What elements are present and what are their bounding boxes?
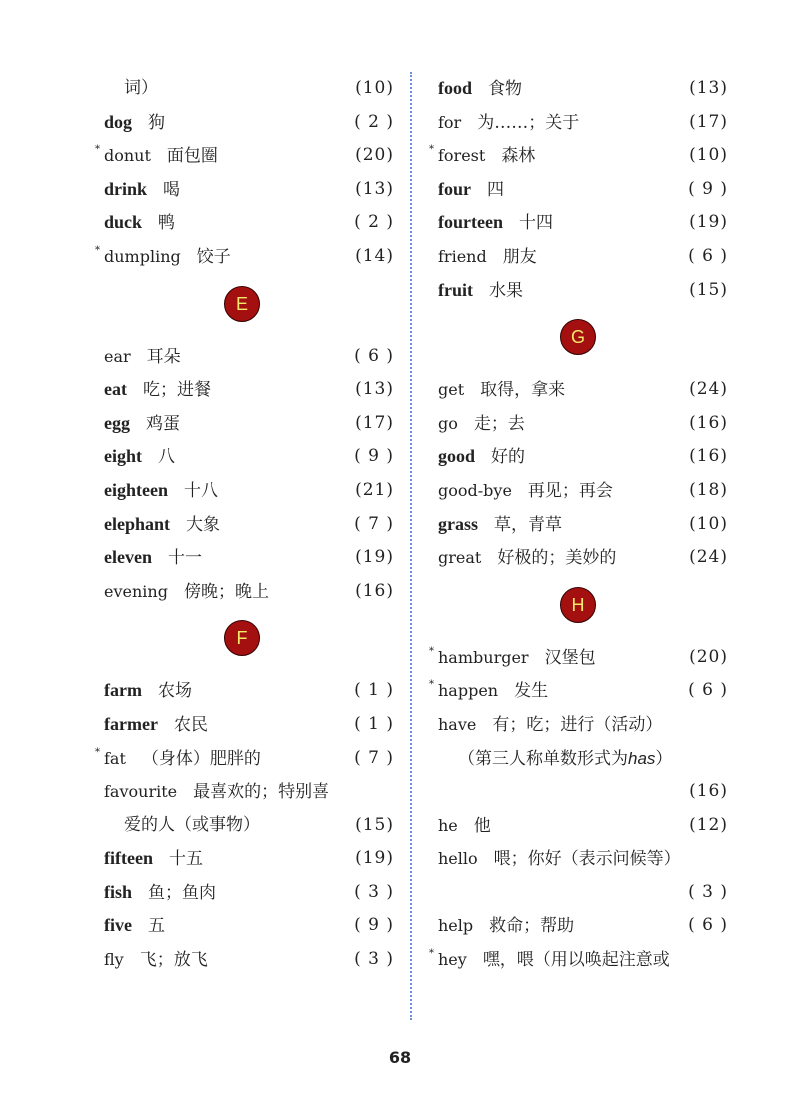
entry-farm xyxy=(104,674,394,708)
entry-english: eleven xyxy=(104,547,152,568)
entry-english: duck xyxy=(104,212,143,233)
entry-english: drink xyxy=(104,178,148,199)
entry-chinese: 十八 xyxy=(183,480,218,501)
entry-chinese: 朋友 xyxy=(502,246,537,267)
column-divider xyxy=(410,72,412,1020)
entry-fly xyxy=(104,943,394,977)
entry-page: ( 6 ) xyxy=(688,245,728,266)
star-mark: * xyxy=(95,244,100,256)
entry-chinese: 救命；帮助 xyxy=(489,916,575,937)
entry-chinese: 取得，拿来 xyxy=(480,380,566,401)
entry-page: ( 2 ) xyxy=(354,212,394,233)
entry-favourite-continued xyxy=(104,809,394,843)
entry-english: fly xyxy=(104,950,124,970)
entry-page: (20) xyxy=(355,145,394,166)
entry-chinese: 他 xyxy=(473,815,491,836)
entry-page: (10) xyxy=(689,145,728,166)
entry-elephant xyxy=(104,508,394,542)
entry-page: (13) xyxy=(355,178,394,199)
entry-english: dumpling xyxy=(104,246,181,266)
entry-eat xyxy=(104,373,394,407)
entry-page: ( 3 ) xyxy=(354,881,394,902)
entry-page: ( 7 ) xyxy=(354,747,394,768)
entry-chinese: 耳朵 xyxy=(146,346,181,367)
entry-english: happen xyxy=(438,681,499,701)
entry-english: friend xyxy=(438,246,487,266)
entry-chinese: 有；吃；进行（活动） xyxy=(492,714,663,735)
entry-page: ( 9 ) xyxy=(354,915,394,936)
entry-english: donut xyxy=(104,146,151,166)
entry-page: ( 2 ) xyxy=(354,111,394,132)
entry-fourteen xyxy=(438,206,728,240)
entry-for xyxy=(438,106,728,140)
entry-page: (14) xyxy=(355,245,394,266)
entry-page: (24) xyxy=(689,379,728,400)
entry-english: fourteen xyxy=(438,212,503,233)
entry-english: help xyxy=(438,916,474,936)
entry-page: (13) xyxy=(355,379,394,400)
entry-four xyxy=(438,173,728,207)
entry-chinese: 农民 xyxy=(173,714,208,735)
entry-page: (16) xyxy=(689,446,728,467)
entry-fifteen xyxy=(104,842,394,876)
entry-page: (19) xyxy=(355,547,394,568)
entry-chinese: 好的 xyxy=(491,447,526,468)
section-e-header xyxy=(104,274,394,340)
entry-english: grass xyxy=(438,513,478,534)
star-mark: * xyxy=(95,144,100,156)
entry-chinese: 傍晚；晚上 xyxy=(183,581,269,602)
entry-favourite xyxy=(104,775,394,809)
entry-page: ( 6 ) xyxy=(354,345,394,366)
entry-english: forest xyxy=(438,146,486,166)
star-mark: * xyxy=(429,948,434,960)
entry-chinese: 鸡蛋 xyxy=(146,413,180,434)
entry-chinese: 喝 xyxy=(163,179,181,200)
entry-chinese: （第三人称单数形式为 xyxy=(458,748,628,769)
entry-chinese: 发生 xyxy=(514,681,549,702)
entry-english: elephant xyxy=(104,513,171,534)
entry-ear xyxy=(104,340,394,374)
entry-english: for xyxy=(438,112,462,132)
star-mark: * xyxy=(95,746,100,758)
letter-badge-f: F xyxy=(224,620,260,656)
entry-english: egg xyxy=(104,412,130,433)
entry-english: great xyxy=(438,548,482,568)
entry-english: eighteen xyxy=(104,479,168,500)
entry-have-page xyxy=(438,775,728,809)
entry-english: get xyxy=(438,380,465,400)
entry-chinese: 农场 xyxy=(157,681,192,702)
entry-grass xyxy=(438,508,728,542)
entry-english: hey xyxy=(438,950,467,970)
entry-page: (13) xyxy=(689,78,728,98)
entry-english: five xyxy=(104,915,132,936)
entry-he xyxy=(438,809,728,843)
star-mark: * xyxy=(429,679,434,691)
entry-page: ( 7 ) xyxy=(354,513,394,534)
entry-evening xyxy=(104,575,394,609)
entry-page: ( 6 ) xyxy=(688,680,728,701)
entry-english: hamburger xyxy=(438,647,529,667)
entry-chinese-end: ） xyxy=(655,748,673,769)
letter-badge-h: H xyxy=(560,587,596,623)
entry-english: farmer xyxy=(104,713,158,734)
entry-chinese: 草，青草 xyxy=(494,514,562,535)
entry-chinese: 五 xyxy=(147,916,165,937)
entry-friend xyxy=(438,240,728,274)
entry-dog xyxy=(104,106,394,140)
entry-go xyxy=(438,407,728,441)
entry-get xyxy=(438,373,728,407)
entry-english: food xyxy=(438,78,473,98)
entry-chinese: 走；去 xyxy=(473,413,525,434)
entry-chinese: 十五 xyxy=(168,849,203,870)
entry-chinese: 爱的人（或事物） xyxy=(124,814,260,835)
entry-fat xyxy=(95,742,394,776)
right-column xyxy=(429,72,728,977)
entry-drink xyxy=(104,173,394,207)
entry-english: fish xyxy=(104,881,133,902)
star-mark: * xyxy=(429,144,434,156)
entry-chinese: 为……；关于 xyxy=(477,112,580,133)
entry-chinese: 十一 xyxy=(167,548,202,569)
entry-chinese: 好极的；美妙的 xyxy=(497,548,617,569)
entry-page: (17) xyxy=(689,111,728,132)
entry-chinese: 喂；你好（表示问候等） xyxy=(493,849,681,870)
section-g-header xyxy=(438,307,728,373)
entry-chinese: 吃；进餐 xyxy=(142,380,211,401)
entry-egg xyxy=(104,407,394,441)
entry-chinese: 森林 xyxy=(501,146,536,167)
entry-chinese: 鱼；鱼肉 xyxy=(148,882,217,903)
entry-page: (17) xyxy=(355,412,394,433)
entry-eighteen xyxy=(104,474,394,508)
letter-badge-g: G xyxy=(560,319,596,355)
entry-page: (15) xyxy=(689,279,728,300)
entry-english: eight xyxy=(104,446,142,467)
entry-farmer xyxy=(104,708,394,742)
entry-donut xyxy=(95,139,394,173)
entry-english: fat xyxy=(104,748,126,768)
entry-hello xyxy=(438,842,728,876)
entry-page: ( 1 ) xyxy=(354,713,394,734)
entry-chinese: 十四 xyxy=(518,213,553,234)
entry-english: favourite xyxy=(104,782,178,802)
entry-chinese: 汉堡包 xyxy=(544,647,596,668)
entry-chinese: 水果 xyxy=(489,280,523,301)
entry-chinese: 四 xyxy=(487,179,504,200)
entry-chinese: 再见；再会 xyxy=(527,480,613,501)
entry-happen xyxy=(429,674,728,708)
entry-page: ( 3 ) xyxy=(688,881,728,902)
entry-chinese: 狗 xyxy=(148,112,166,133)
entry-duck xyxy=(104,206,394,240)
entry-english: have xyxy=(438,714,477,734)
entry-page: (12) xyxy=(689,814,728,835)
entry-page: (18) xyxy=(689,479,728,500)
entry-good-bye xyxy=(438,474,728,508)
entry-chinese: 词） xyxy=(124,78,158,98)
entry-continuation xyxy=(104,72,394,106)
entry-page: (19) xyxy=(689,212,728,233)
entry-page: (16) xyxy=(689,781,728,802)
entry-eleven xyxy=(104,541,394,575)
entry-have-continued xyxy=(438,742,728,776)
entry-forest xyxy=(429,139,728,173)
page-number: 68 xyxy=(388,1048,412,1067)
entry-have xyxy=(438,708,728,742)
entry-english: ear xyxy=(104,346,131,366)
entry-english: fifteen xyxy=(104,848,153,869)
entry-five xyxy=(104,909,394,943)
entry-chinese: 飞；放飞 xyxy=(139,950,208,971)
entry-fruit xyxy=(438,274,728,308)
entry-eight xyxy=(104,440,394,474)
entry-page: (10) xyxy=(689,513,728,534)
entry-page: ( 6 ) xyxy=(688,915,728,936)
entry-page: ( 9 ) xyxy=(354,446,394,467)
entry-english: go xyxy=(438,413,458,433)
entry-page: ( 1 ) xyxy=(354,680,394,701)
entry-page: (20) xyxy=(689,646,728,667)
entry-dumpling xyxy=(95,240,394,274)
entry-page: (10) xyxy=(355,78,394,98)
entry-page: (16) xyxy=(355,580,394,601)
entry-english: hello xyxy=(438,849,478,869)
entry-page: (16) xyxy=(689,412,728,433)
entry-hello-page xyxy=(438,876,728,910)
entry-good xyxy=(438,440,728,474)
entry-chinese: 嘿，喂（用以唤起注意或 xyxy=(482,950,670,971)
entry-english: dog xyxy=(104,111,133,132)
star-mark: * xyxy=(429,645,434,657)
entry-page: (19) xyxy=(355,848,394,869)
entry-chinese: 鸭 xyxy=(158,213,176,234)
left-column xyxy=(95,72,394,977)
section-f-header xyxy=(104,608,394,674)
entry-chinese: 食物 xyxy=(488,79,523,99)
entry-english: eat xyxy=(104,379,127,400)
entry-great xyxy=(438,541,728,575)
entry-help xyxy=(438,909,728,943)
entry-english: good xyxy=(438,446,476,467)
entry-chinese: 面包圈 xyxy=(166,146,218,167)
entry-english: good-bye xyxy=(438,480,512,500)
entry-chinese: 八 xyxy=(158,447,175,468)
entry-chinese: 大象 xyxy=(186,514,221,535)
entry-page: ( 9 ) xyxy=(688,178,728,199)
entry-chinese: 饺子 xyxy=(196,246,231,267)
entry-italic-word: has xyxy=(628,748,656,768)
entry-page: ( 3 ) xyxy=(354,949,394,970)
entry-hamburger xyxy=(429,641,728,675)
entry-english: fruit xyxy=(438,279,473,300)
letter-badge-e: E xyxy=(224,286,260,322)
section-h-header xyxy=(438,575,728,641)
entry-page: (15) xyxy=(355,814,394,835)
entry-hey xyxy=(429,943,728,977)
entry-chinese: （身体）肥胖的 xyxy=(141,748,261,769)
entry-page: (21) xyxy=(355,479,394,500)
entry-english: farm xyxy=(104,680,142,701)
entry-fish xyxy=(104,876,394,910)
entry-english: he xyxy=(438,815,458,835)
entry-english: evening xyxy=(104,581,168,601)
entry-english: four xyxy=(438,178,471,199)
entry-chinese: 最喜欢的；特别喜 xyxy=(193,782,330,803)
entry-food xyxy=(438,72,728,106)
entry-page: (24) xyxy=(689,547,728,568)
